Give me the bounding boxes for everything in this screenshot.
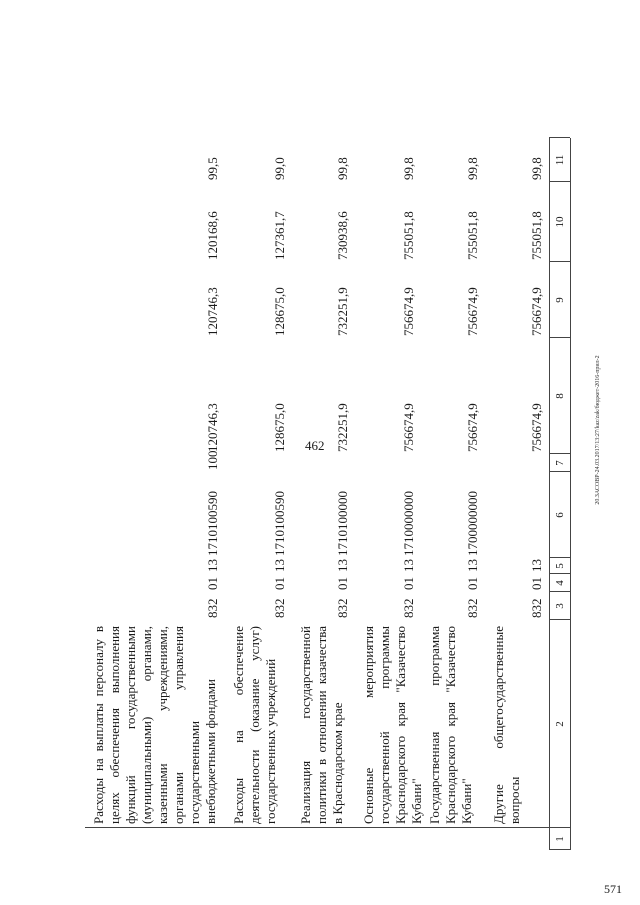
row-description: Расходы на обеспечение деятельности (оказание услуг) государственных учреждений bbox=[231, 626, 278, 824]
row-c8: 732251,9 bbox=[335, 403, 350, 452]
row-c8: 120746,3 bbox=[205, 403, 220, 452]
header-cell: 8 bbox=[554, 393, 566, 399]
row-c3: 832 bbox=[401, 598, 416, 618]
row-c8: 756674,9 bbox=[401, 403, 416, 452]
row-c9: 128675,0 bbox=[272, 287, 287, 336]
row-c4: 01 bbox=[529, 577, 544, 590]
row-c9: 756674,9 bbox=[465, 287, 480, 336]
row-c11: 99,8 bbox=[401, 157, 416, 180]
budget-table bbox=[85, 50, 605, 850]
row-c5: 13 bbox=[529, 559, 544, 572]
row-c4: 01 bbox=[272, 577, 287, 590]
row-c3: 832 bbox=[465, 598, 480, 618]
header-cell: 4 bbox=[554, 580, 566, 586]
table-left-border bbox=[85, 827, 549, 828]
row-c6: 1710100590 bbox=[272, 491, 287, 556]
header-cell: 6 bbox=[554, 512, 566, 518]
row-c9: 120746,3 bbox=[205, 287, 220, 336]
row-c10: 730938,6 bbox=[335, 211, 350, 260]
row-c11: 99,8 bbox=[529, 157, 544, 180]
header-cell: 10 bbox=[554, 216, 566, 228]
row-c6: 1710100000 bbox=[335, 491, 350, 556]
row-c10: 755051,8 bbox=[401, 211, 416, 260]
row-c4: 01 bbox=[401, 577, 416, 590]
row-c6: 1700000000 bbox=[465, 491, 480, 556]
header-cell: 1 bbox=[554, 836, 566, 842]
row-description: Основные мероприятия государственной программы Краснодарского края "Казачество Кубани" bbox=[361, 626, 424, 824]
header-top-line bbox=[549, 138, 550, 850]
header-cell: 7 bbox=[554, 460, 566, 466]
row-c3: 832 bbox=[335, 598, 350, 618]
row-c4: 01 bbox=[465, 577, 480, 590]
row-description: Государственная программа Краснодарского края "Казачество Кубани" bbox=[427, 626, 474, 824]
row-c3: 832 bbox=[529, 598, 544, 618]
row-c11: 99,8 bbox=[465, 157, 480, 180]
row-c5: 13 bbox=[335, 559, 350, 572]
row-c6: 1710100590 bbox=[205, 491, 220, 556]
row-c4: 01 bbox=[205, 577, 220, 590]
header-cell: 2 bbox=[554, 721, 566, 727]
row-c8: 756674,9 bbox=[465, 403, 480, 452]
row-c5: 13 bbox=[272, 559, 287, 572]
header-cell: 11 bbox=[554, 154, 566, 166]
row-c11: 99,0 bbox=[272, 157, 287, 180]
page-number: 462 bbox=[305, 438, 325, 453]
footer-note: 20.ЗАСОВР-24.03.2017/13:27/kaz/zak/бюджет-2016-прил-2 bbox=[595, 355, 601, 505]
row-c11: 99,5 bbox=[205, 157, 220, 180]
row-c11: 99,8 bbox=[335, 157, 350, 180]
bottom-page-number: 571 bbox=[604, 882, 622, 896]
row-c3: 832 bbox=[205, 598, 220, 618]
row-description: Другие общегосударственные вопросы bbox=[491, 626, 522, 824]
rotated-table-page bbox=[85, 50, 605, 850]
row-c8: 128675,0 bbox=[272, 403, 287, 452]
row-c5: 13 bbox=[465, 559, 480, 572]
row-c9: 732251,9 bbox=[335, 287, 350, 336]
row-c3: 832 bbox=[272, 598, 287, 618]
row-description: Расходы на выплаты персоналу в целях обеспечения выполнения функций государственными (муниципальными) органами, казенными учреждениями, органами управления государственными внебюджетными фондами bbox=[91, 626, 218, 824]
row-c10: 755051,8 bbox=[529, 211, 544, 260]
row-c5: 13 bbox=[205, 559, 220, 572]
header-cell: 9 bbox=[554, 297, 566, 303]
header-cell: 5 bbox=[554, 563, 566, 569]
row-c8: 756674,9 bbox=[529, 403, 544, 452]
row-c10: 120168,6 bbox=[205, 211, 220, 260]
header-cell: 3 bbox=[554, 603, 566, 609]
row-c5: 13 bbox=[401, 559, 416, 572]
header-bottom-line bbox=[570, 138, 571, 850]
row-c10: 755051,8 bbox=[465, 211, 480, 260]
row-c6: 1710000000 bbox=[401, 491, 416, 556]
row-c10: 127361,7 bbox=[272, 211, 287, 260]
row-c4: 01 bbox=[335, 577, 350, 590]
row-description: Реализация государственной политики в отношении казачества в Краснодарском крае bbox=[298, 626, 345, 824]
row-c9: 756674,9 bbox=[529, 287, 544, 336]
row-c7: 100 bbox=[205, 450, 220, 470]
row-c9: 756674,9 bbox=[401, 287, 416, 336]
